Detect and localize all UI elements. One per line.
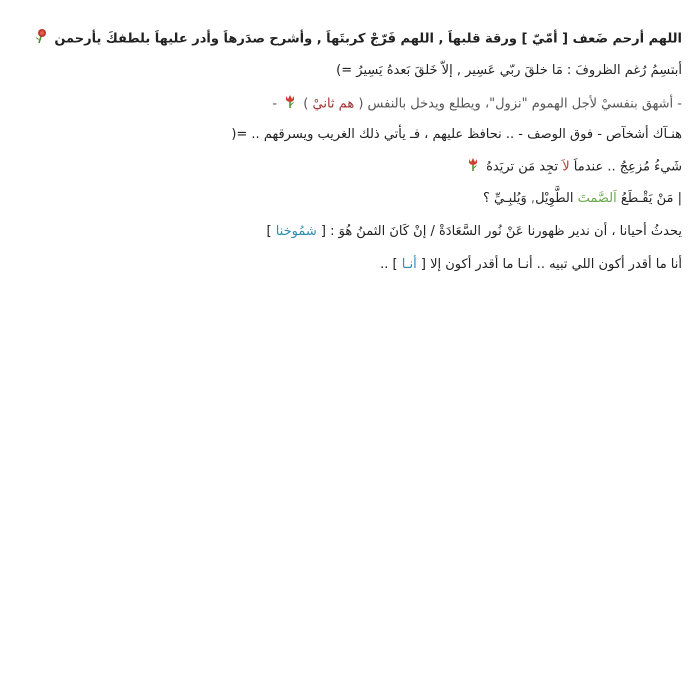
line-silence-highlight: اَلصَّمتَ: [577, 191, 617, 206]
tulip-icon: [466, 156, 480, 178]
line-people: [18, 126, 682, 144]
line-myself-suffix: ] ..: [380, 257, 398, 272]
line-silence-prefix: | مَنْ يَقْـطَعُ: [620, 191, 682, 206]
line-silence: [18, 190, 682, 208]
line-silence-mid: الطَّوِيْل: [535, 191, 574, 206]
rose-icon: [34, 28, 48, 50]
line-myself-highlight: أنـا: [401, 257, 417, 272]
line-people-text: هنـآك أشخآص - فوق الوصف - .. نحافظ عليهم ، فـ يأتي ذلك الغريب ويسرقهم .. =(: [231, 127, 682, 142]
line-happiness-prefix: يحدثُ أحيانا ، أن ندير ظهورنا عَنْ نُور السَّعَادَةْ / إنْ كَانَ الثمنُ هُوَ : [: [320, 224, 682, 239]
line-sigh: [18, 93, 682, 115]
line-sigh-suffix: ): [303, 96, 309, 112]
line-prayer-text: اللهم أرحم ضَعف [ أمّيّ ] ورقة قلبهاَ , اللهم فَرّجْ كربتَهاَ , وأشرح صدَرهاَ وأدر عليهاَ بلطفكَ يأرحمن: [54, 31, 682, 47]
line-sigh-prefix: - أشهق بنفسيْ لأجل الهموم "نزول"، ويطلع ويدخل بالنفس (: [358, 96, 682, 112]
line-silence-comma: ,: [530, 191, 536, 206]
line-annoying: [18, 156, 682, 178]
line-sigh-highlight: هم ثانيْ: [312, 96, 355, 112]
line-myself: [18, 256, 682, 274]
line-happiness-suffix: ]: [266, 224, 272, 239]
line-myself-prefix: أنا ما أقدر أكون اللي تبيه .. أنـا ما أقدر أكون إلا [: [420, 257, 682, 272]
line-annoying-prefix: شَيءُ مُزعِجُ .. عندماَ: [573, 159, 682, 175]
line-smile-text: أبتسِمُ رُغم الظروفَ : مَا خلقَ ربّي عَسِير , إلاّ خَلقَ بَعدهُ يَسِيرُ =): [336, 63, 682, 78]
line-smile: [18, 62, 682, 80]
tulip-icon: [283, 93, 297, 115]
line-sigh-tail: -: [272, 96, 278, 112]
line-happiness-highlight: شمُوخنا: [275, 224, 317, 239]
line-happiness: [18, 223, 682, 241]
line-annoying-highlight: لاَ: [562, 159, 570, 175]
line-silence-suffix: وَيُلبِـيِّ ؟: [482, 191, 527, 206]
line-annoying-suffix: تجِد مَن تريَدهُ: [486, 159, 559, 175]
line-prayer: [18, 28, 682, 50]
